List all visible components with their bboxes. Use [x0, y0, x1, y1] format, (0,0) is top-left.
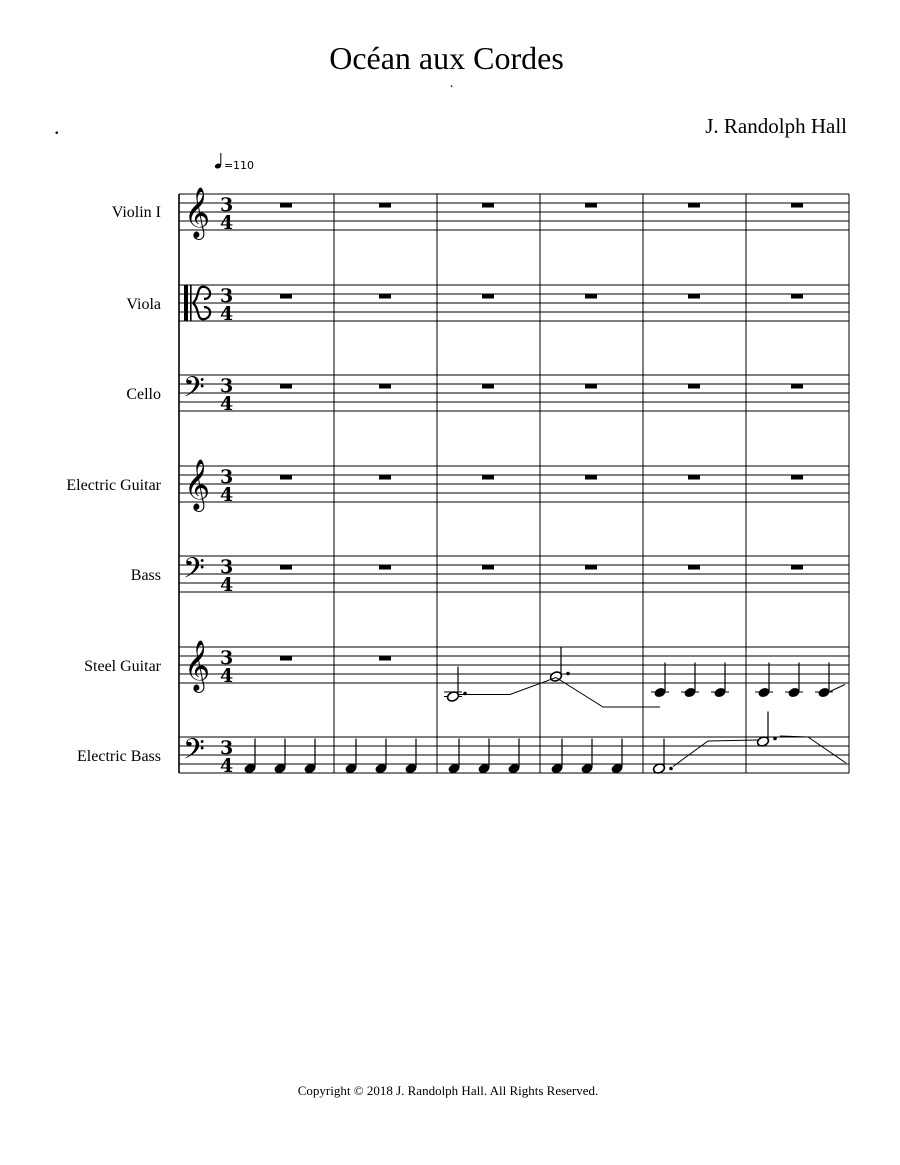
whole-rest [482, 384, 494, 389]
whole-rest [791, 565, 803, 570]
time-signature-beats: 3 [220, 375, 234, 397]
copyright-footer: Copyright © 2018 J. Randolph Hall. All Rights Reserved. [297, 1083, 599, 1098]
whole-rest [379, 565, 391, 570]
whole-rest [585, 475, 597, 480]
time-signature-beats: 3 [220, 285, 234, 307]
whole-rest [379, 656, 391, 661]
whole-rest [280, 475, 292, 480]
augmentation-dot [566, 672, 570, 676]
whole-rest [379, 294, 391, 299]
time-signature-beat-unit: 4 [220, 303, 234, 325]
time-signatures-group [220, 194, 233, 777]
whole-rest [280, 203, 292, 208]
whole-rest [791, 384, 803, 389]
time-signature-beats: 3 [220, 737, 234, 759]
time-signature-beats: 3 [220, 556, 234, 578]
whole-rest [688, 565, 700, 570]
time-signature-beat-unit: 4 [220, 393, 234, 415]
composer: J. Randolph Hall [705, 114, 847, 138]
instrument-label-electric-bass: Electric Bass [77, 748, 161, 765]
whole-rest [280, 294, 292, 299]
time-signature-beat-unit: 4 [220, 665, 234, 687]
glissando-line [673, 740, 758, 767]
alto-clef-bar [184, 285, 188, 321]
whole-rest [482, 294, 494, 299]
augmentation-dot [773, 737, 777, 741]
glissando-line [780, 736, 846, 763]
time-signature-beats: 3 [220, 647, 234, 669]
instrument-label-violin: Violin I [111, 204, 161, 221]
time-signature-beats: 3 [220, 194, 234, 216]
lyricist: . [54, 114, 60, 139]
treble-clef-icon: 𝄞 [184, 459, 211, 510]
bass-clef-icon: 𝄢 [183, 552, 205, 592]
alto-clef-bar [190, 285, 192, 321]
time-signature-beat-unit: 4 [220, 212, 234, 234]
instrument-label-electric-guitar: Electric Guitar [66, 477, 161, 494]
whole-rest [585, 294, 597, 299]
whole-rest [791, 294, 803, 299]
whole-rest [379, 475, 391, 480]
treble-clef-icon: 𝄞 [184, 187, 211, 238]
whole-rest [585, 203, 597, 208]
whole-rest [280, 384, 292, 389]
whole-rest [688, 384, 700, 389]
instrument-label-cello: Cello [126, 386, 161, 403]
tempo-prefix: = [224, 159, 234, 172]
whole-rest [379, 203, 391, 208]
instrument-label-steel-guitar: Steel Guitar [84, 658, 161, 675]
whole-rest [379, 384, 391, 389]
instrument-label-bass: Bass [130, 567, 161, 584]
alto-clef-curve [193, 287, 210, 303]
score-subtitle: . [449, 76, 454, 91]
whole-rest [585, 565, 597, 570]
whole-rest [280, 656, 292, 661]
whole-rest [688, 203, 700, 208]
time-signature-beats: 3 [220, 466, 234, 488]
tempo-marking [214, 153, 254, 172]
whole-rest [280, 565, 292, 570]
instrument-label-viola: Viola [126, 296, 161, 313]
time-signature-beat-unit: 4 [220, 484, 234, 506]
whole-rest [688, 475, 700, 480]
whole-rest [791, 475, 803, 480]
glissando-line [830, 685, 845, 692]
whole-rest [482, 565, 494, 570]
time-signature-beat-unit: 4 [220, 574, 234, 596]
time-signature-beat-unit: 4 [220, 755, 234, 777]
treble-clef-icon: 𝄞 [184, 640, 211, 691]
bass-clef-icon: 𝄢 [183, 371, 205, 411]
whole-rest [482, 203, 494, 208]
whole-rest [791, 203, 803, 208]
score-title: Océan aux Cordes [329, 40, 564, 76]
whole-rest [688, 294, 700, 299]
tempo-bpm: 110 [233, 159, 254, 172]
clefs-group [183, 187, 210, 773]
staves-group [179, 194, 849, 773]
whole-rest [585, 384, 597, 389]
whole-rest [482, 475, 494, 480]
bass-clef-icon: 𝄢 [183, 733, 205, 773]
augmentation-dot [669, 767, 673, 771]
alto-clef-curve [193, 303, 210, 319]
glissando-line [458, 678, 660, 708]
